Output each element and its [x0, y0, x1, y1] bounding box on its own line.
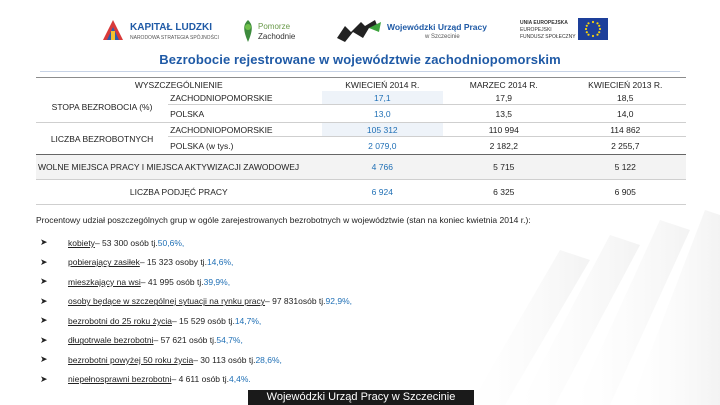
- group-percent: 50,6%,: [157, 237, 185, 248]
- row-sub-label: POLSKA (w tys.): [168, 137, 321, 155]
- group-name: bezrobotni powyżej 50 roku życia: [68, 354, 194, 365]
- row-value-apr-2014: 13,0: [322, 105, 443, 123]
- kapital-ludzki-emblem-icon: [100, 17, 126, 43]
- group-name: pobierający zasiłek: [68, 257, 140, 268]
- eu-text-3: FUNDUSZ SPOŁECZNY: [520, 34, 576, 40]
- list-item: [40, 331, 680, 351]
- unemployment-table: [36, 77, 686, 205]
- table-row: [36, 91, 686, 105]
- group-detail: – 41 995 osób tj.: [140, 276, 204, 287]
- group-name: bezrobotni do 25 roku życia: [68, 315, 172, 326]
- header-col-mar-2014: MARZEC 2014 R.: [443, 78, 564, 92]
- row-value-apr-2013: 6 905: [565, 180, 687, 205]
- group-percent: 28,6%,: [255, 354, 282, 365]
- group-percent: 14,6%,: [206, 257, 234, 268]
- logo-bar: [0, 14, 720, 48]
- row-sub-label: ZACHODNIOPOMORSKIE: [168, 123, 321, 137]
- row-value-apr-2014: 17,1: [322, 91, 443, 105]
- row-value-apr-2013: 2 255,7: [565, 137, 687, 155]
- groups-intro: Procentowy udział poszczególnych grup w ogóle zarejestrowanych bezrobotnych w województwie (stan na koniec kwietnia 2014 r.):: [36, 215, 531, 225]
- header-col-apr-2014: KWIECIEŃ 2014 R.: [322, 78, 443, 92]
- header-label: WYSZCZEGÓLNIENIE: [36, 78, 322, 92]
- table-row: [36, 155, 686, 180]
- row-group-label: LICZBA BEZROBOTNYCH: [36, 123, 168, 155]
- group-name: długotrwale bezrobotni: [68, 335, 154, 346]
- zachodnie-text: Zachodnie: [258, 32, 296, 41]
- wup-text: Wojewódzki Urząd Pracy: [387, 22, 487, 32]
- arrow-bullet-icon: ➤: [40, 256, 48, 267]
- table-header-row: [36, 78, 686, 92]
- row-value-apr-2014: 2 079,0: [322, 137, 443, 155]
- group-detail: – 97 831osób tj.: [265, 296, 326, 307]
- eu-flag-icon: [578, 18, 608, 40]
- group-detail: – 15 323 osoby tj.: [139, 257, 207, 268]
- row-value-apr-2013: 5 122: [565, 155, 687, 180]
- group-name: niepełnosprawni bezrobotni: [68, 374, 172, 385]
- group-name: kobiety: [68, 237, 95, 248]
- list-item: [40, 253, 680, 273]
- group-percent: 4,4%.: [229, 374, 251, 385]
- row-value-mar-2014: 17,9: [443, 91, 564, 105]
- arrow-bullet-icon: ➤: [40, 373, 48, 384]
- arrow-bullet-icon: ➤: [40, 237, 48, 248]
- table-row: [36, 123, 686, 137]
- row-value-mar-2014: 110 994: [443, 123, 564, 137]
- arrow-bullet-icon: ➤: [40, 315, 48, 326]
- group-detail: – 30 113 osób tj.: [193, 354, 256, 365]
- groups-list: [40, 233, 680, 389]
- list-item: [40, 350, 680, 370]
- group-percent: 39,9%,: [203, 276, 231, 287]
- footer-banner: Wojewódzki Urząd Pracy w Szczecinie: [248, 390, 474, 405]
- row-label: WOLNE MIEJSCA PRACY I MIEJSCA AKTYWIZACJI ZAWODOWEJ: [36, 155, 322, 180]
- group-detail: – 53 300 osób tj.: [94, 237, 158, 248]
- row-value-mar-2014: 13,5: [443, 105, 564, 123]
- kapital-ludzki-logo: [100, 14, 228, 48]
- row-value-mar-2014: 5 715: [443, 155, 564, 180]
- row-label: LICZBA PODJĘĆ PRACY: [36, 180, 322, 205]
- eu-text-2: EUROPEJSKI: [520, 27, 552, 33]
- eu-logo: [520, 14, 610, 48]
- row-value-apr-2014: 4 766: [322, 155, 443, 180]
- list-item: [40, 292, 680, 312]
- group-detail: – 57 621 osób tj.: [153, 335, 217, 346]
- row-value-mar-2014: 6 325: [443, 180, 564, 205]
- list-item: [40, 370, 680, 390]
- arrow-bullet-icon: ➤: [40, 354, 48, 365]
- kapital-ludzki-subtext: NARODOWA STRATEGIA SPÓJNOŚCI: [130, 35, 219, 41]
- header-col-apr-2013: KWIECIEŃ 2013 R.: [565, 78, 687, 92]
- eu-text-1: UNIA EUROPEJSKA: [520, 20, 568, 26]
- row-sub-label: ZACHODNIOPOMORSKIE: [168, 91, 321, 105]
- wup-subtext: w Szczecinie: [425, 34, 460, 40]
- row-value-mar-2014: 2 182,2: [443, 137, 564, 155]
- group-percent: 14,7%,: [234, 315, 262, 326]
- row-value-apr-2014: 6 924: [322, 180, 443, 205]
- row-value-apr-2013: 18,5: [565, 91, 687, 105]
- row-value-apr-2013: 14,0: [565, 105, 687, 123]
- kapital-ludzki-text: KAPITAŁ LUDZKI: [130, 22, 213, 33]
- list-item: [40, 233, 680, 253]
- arrow-bullet-icon: ➤: [40, 334, 48, 345]
- arrow-bullet-icon: ➤: [40, 276, 48, 287]
- list-item: [40, 311, 680, 331]
- page-title: Bezrobocie rejestrowane w województwie zachodniopomorskim: [159, 52, 561, 67]
- pomorze-emblem-icon: [240, 18, 256, 44]
- group-percent: 92,9%,: [325, 296, 352, 307]
- group-name: mieszkający na wsi: [68, 276, 141, 287]
- pomorze-zachodnie-logo: [240, 14, 310, 48]
- group-detail: – 4 611 osób tj.: [171, 374, 229, 385]
- row-value-apr-2014: 105 312: [322, 123, 443, 137]
- title-divider: [40, 71, 680, 72]
- group-percent: 54,7%,: [216, 335, 243, 346]
- list-item: [40, 272, 680, 292]
- wup-logo: [335, 14, 485, 48]
- pomorze-text: Pomorze: [258, 22, 291, 31]
- table-row: [36, 180, 686, 205]
- group-detail: – 15 529 osób tj.: [171, 315, 235, 326]
- arrow-bullet-icon: ➤: [40, 295, 48, 306]
- row-group-label: STOPA BEZROBOCIA (%): [36, 91, 168, 123]
- group-name: osoby będące w szczególnej sytuacji na rynku pracy: [68, 296, 266, 307]
- row-sub-label: POLSKA: [168, 105, 321, 123]
- wup-arrow-icon: [335, 18, 383, 44]
- row-value-apr-2013: 114 862: [565, 123, 687, 137]
